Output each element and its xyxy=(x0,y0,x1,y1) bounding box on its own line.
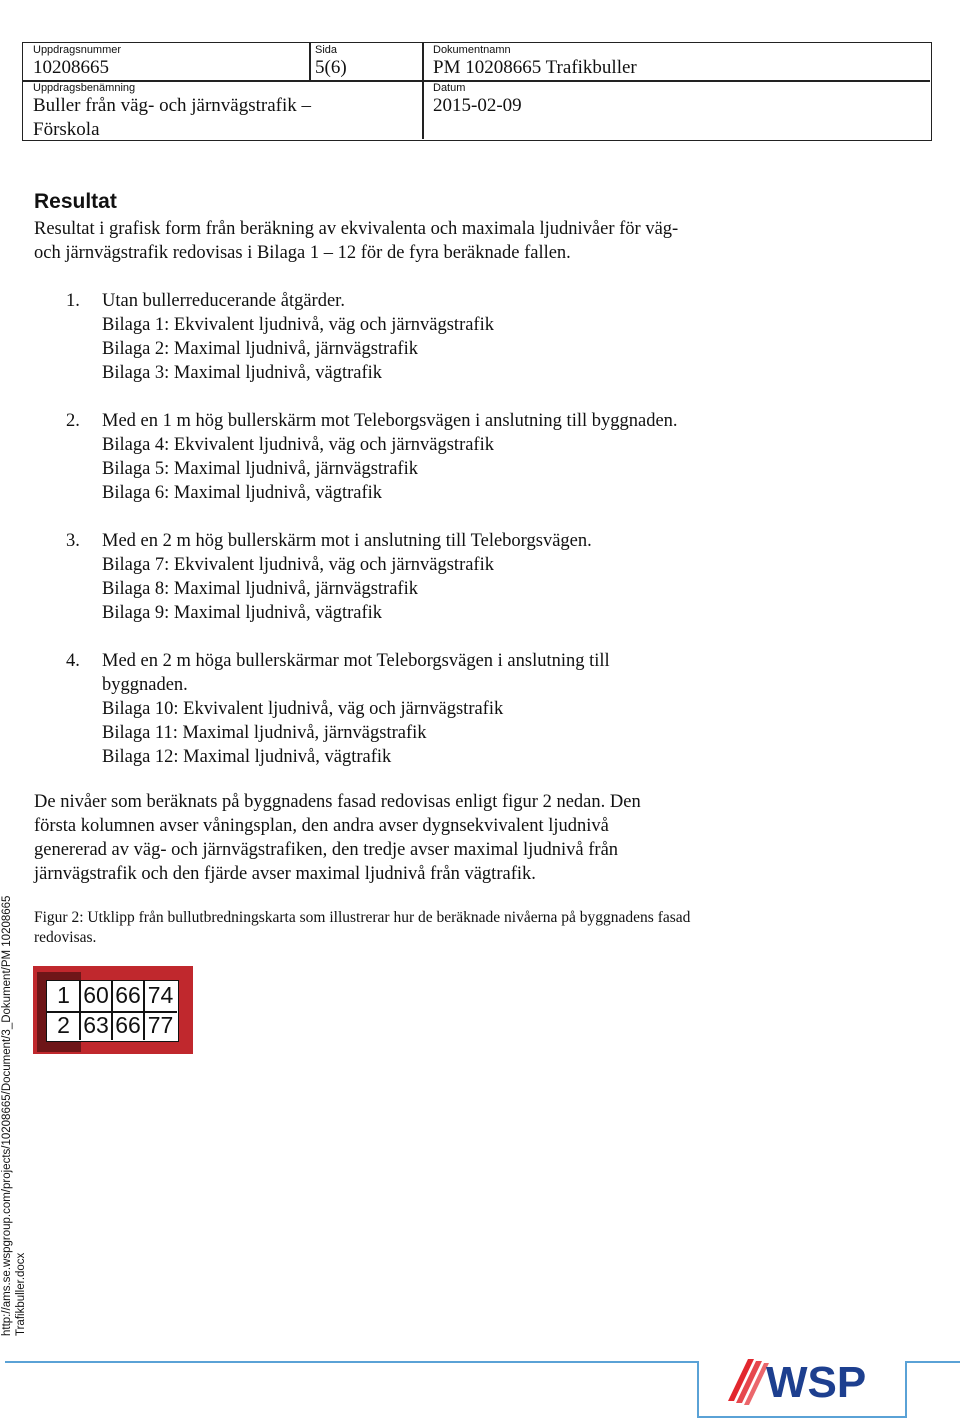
case-list xyxy=(34,289,794,793)
appendix-item: Bilaga 7: Ekvivalent ljudnivå, väg och järnvägstrafik xyxy=(102,555,494,575)
level-cell: 60 xyxy=(83,982,109,1008)
logo-text: WSP xyxy=(766,1358,867,1407)
page-cell xyxy=(315,44,347,80)
level-cell: 66 xyxy=(115,1012,141,1038)
floor-cell: 2 xyxy=(57,1012,70,1038)
case-item xyxy=(34,289,794,385)
table-divider xyxy=(47,1011,177,1013)
level-cell: 74 xyxy=(147,982,174,1008)
case-title: Utan bullerreducerande åtgärder. xyxy=(102,291,345,311)
page-label: Sida xyxy=(315,44,338,56)
case-title: Med en 1 m hög bullerskärm mot Teleborgsvägen i anslutning till byggnaden. xyxy=(102,411,678,431)
results-paragraph xyxy=(34,790,734,886)
file-path-line: http://ams.se.wspgroup.com/projects/10208665/Document/3_Dokument/PM 10208665 xyxy=(1,895,13,1336)
date-label: Datum xyxy=(433,82,466,94)
caption-line: Figur 2: Utklipp från bullutbredningskarta som illustrerar hur de beräknade nivåerna på byggnadens fasad xyxy=(34,909,691,926)
header-divider xyxy=(422,43,424,139)
appendix-item: Bilaga 9: Maximal ljudnivå, vägtrafik xyxy=(102,603,383,623)
document-name-cell xyxy=(433,44,637,80)
footer-rule xyxy=(697,1361,699,1418)
paragraph-line: De nivåer som beräknats på byggnadens fasad redovisas enligt figur 2 nedan. Den xyxy=(34,792,641,812)
intro-paragraph xyxy=(34,217,774,265)
assignment-number-label: Uppdragsnummer xyxy=(33,44,122,56)
appendix-item: Bilaga 1: Ekvivalent ljudnivå, väg och järnvägstrafik xyxy=(102,315,494,335)
assignment-title-cell xyxy=(33,82,311,142)
appendix-item: Bilaga 6: Maximal ljudnivå, vägtrafik xyxy=(102,483,383,503)
assignment-title-line1: Buller från väg- och järnvägstrafik – xyxy=(33,95,312,116)
file-path-line: Trafikbuller.docx xyxy=(15,1252,27,1336)
page-number: 5(6) xyxy=(315,57,347,78)
assignment-title-line2: Förskola xyxy=(33,119,100,140)
intro-line: och järnvägstrafik redovisas i Bilaga 1 – 12 för de fyra beräknade fallen. xyxy=(34,243,571,263)
appendix-item: Bilaga 4: Ekvivalent ljudnivå, väg och järnvägstrafik xyxy=(102,435,494,455)
case-number: 1. xyxy=(66,291,80,311)
footer-rule xyxy=(697,1416,907,1418)
footer-rule xyxy=(905,1361,960,1363)
case-item xyxy=(34,649,794,769)
document-name: PM 10208665 Trafikbuller xyxy=(433,57,637,78)
paragraph-line: första kolumnen avser våningsplan, den andra avser dygnsekvivalent ljudnivå xyxy=(34,816,609,836)
appendix-item: Bilaga 2: Maximal ljudnivå, järnvägstrafik xyxy=(102,339,418,359)
appendix-item: Bilaga 10: Ekvivalent ljudnivå, väg och järnvägstrafik xyxy=(102,699,504,719)
level-cell: 66 xyxy=(115,982,141,1008)
header-divider xyxy=(309,43,311,81)
intro-line: Resultat i grafisk form från beräkning av ekvivalenta och maximala ljudnivåer för väg- xyxy=(34,219,679,239)
appendix-item: Bilaga 8: Maximal ljudnivå, järnvägstrafik xyxy=(102,579,418,599)
paragraph-line: järnvägstrafik och den fjärde avser maximal ljudnivå från vägtrafik. xyxy=(34,864,536,884)
file-path xyxy=(0,876,28,1336)
assignment-number: 10208665 xyxy=(33,57,109,78)
facade-level-table xyxy=(46,980,179,1042)
floor-cell: 1 xyxy=(57,982,70,1008)
case-item xyxy=(34,409,794,505)
wsp-logo xyxy=(722,1353,887,1409)
level-cell: 77 xyxy=(147,1012,174,1038)
paragraph-line: genererad av väg- och järnvägstrafiken, den tredje avser maximal ljudnivå från xyxy=(34,840,619,860)
section-title: Resultat xyxy=(34,190,117,213)
date-cell xyxy=(433,82,522,118)
appendix-item: Bilaga 5: Maximal ljudnivå, järnvägstrafik xyxy=(102,459,418,479)
appendix-item: Bilaga 3: Maximal ljudnivå, vägtrafik xyxy=(102,363,383,383)
assignment-title-label: Uppdragsbenämning xyxy=(33,82,136,94)
case-number: 4. xyxy=(66,651,80,671)
case-number: 3. xyxy=(66,531,80,551)
case-item xyxy=(34,529,794,625)
figure-caption xyxy=(34,908,774,948)
case-number: 2. xyxy=(66,411,80,431)
noise-map-clip xyxy=(33,966,193,1054)
case-title: byggnaden. xyxy=(102,675,188,695)
appendix-item: Bilaga 12: Maximal ljudnivå, vägtrafik xyxy=(102,747,392,767)
assignment-number-cell xyxy=(33,44,121,80)
document-name-label: Dokumentnamn xyxy=(433,44,511,56)
footer-rule xyxy=(905,1361,907,1418)
date-value: 2015-02-09 xyxy=(433,95,522,116)
document-header xyxy=(22,42,932,141)
case-title: Med en 2 m hög bullerskärm mot i anslutning till Teleborgsvägen. xyxy=(102,531,592,551)
case-title: Med en 2 m höga bullerskärmar mot Teleborgsvägen i anslutning till xyxy=(102,651,610,671)
level-cell: 63 xyxy=(83,1012,109,1038)
caption-line: redovisas. xyxy=(34,929,97,946)
appendix-item: Bilaga 11: Maximal ljudnivå, järnvägstrafik xyxy=(102,723,427,743)
footer-rule xyxy=(5,1361,698,1363)
